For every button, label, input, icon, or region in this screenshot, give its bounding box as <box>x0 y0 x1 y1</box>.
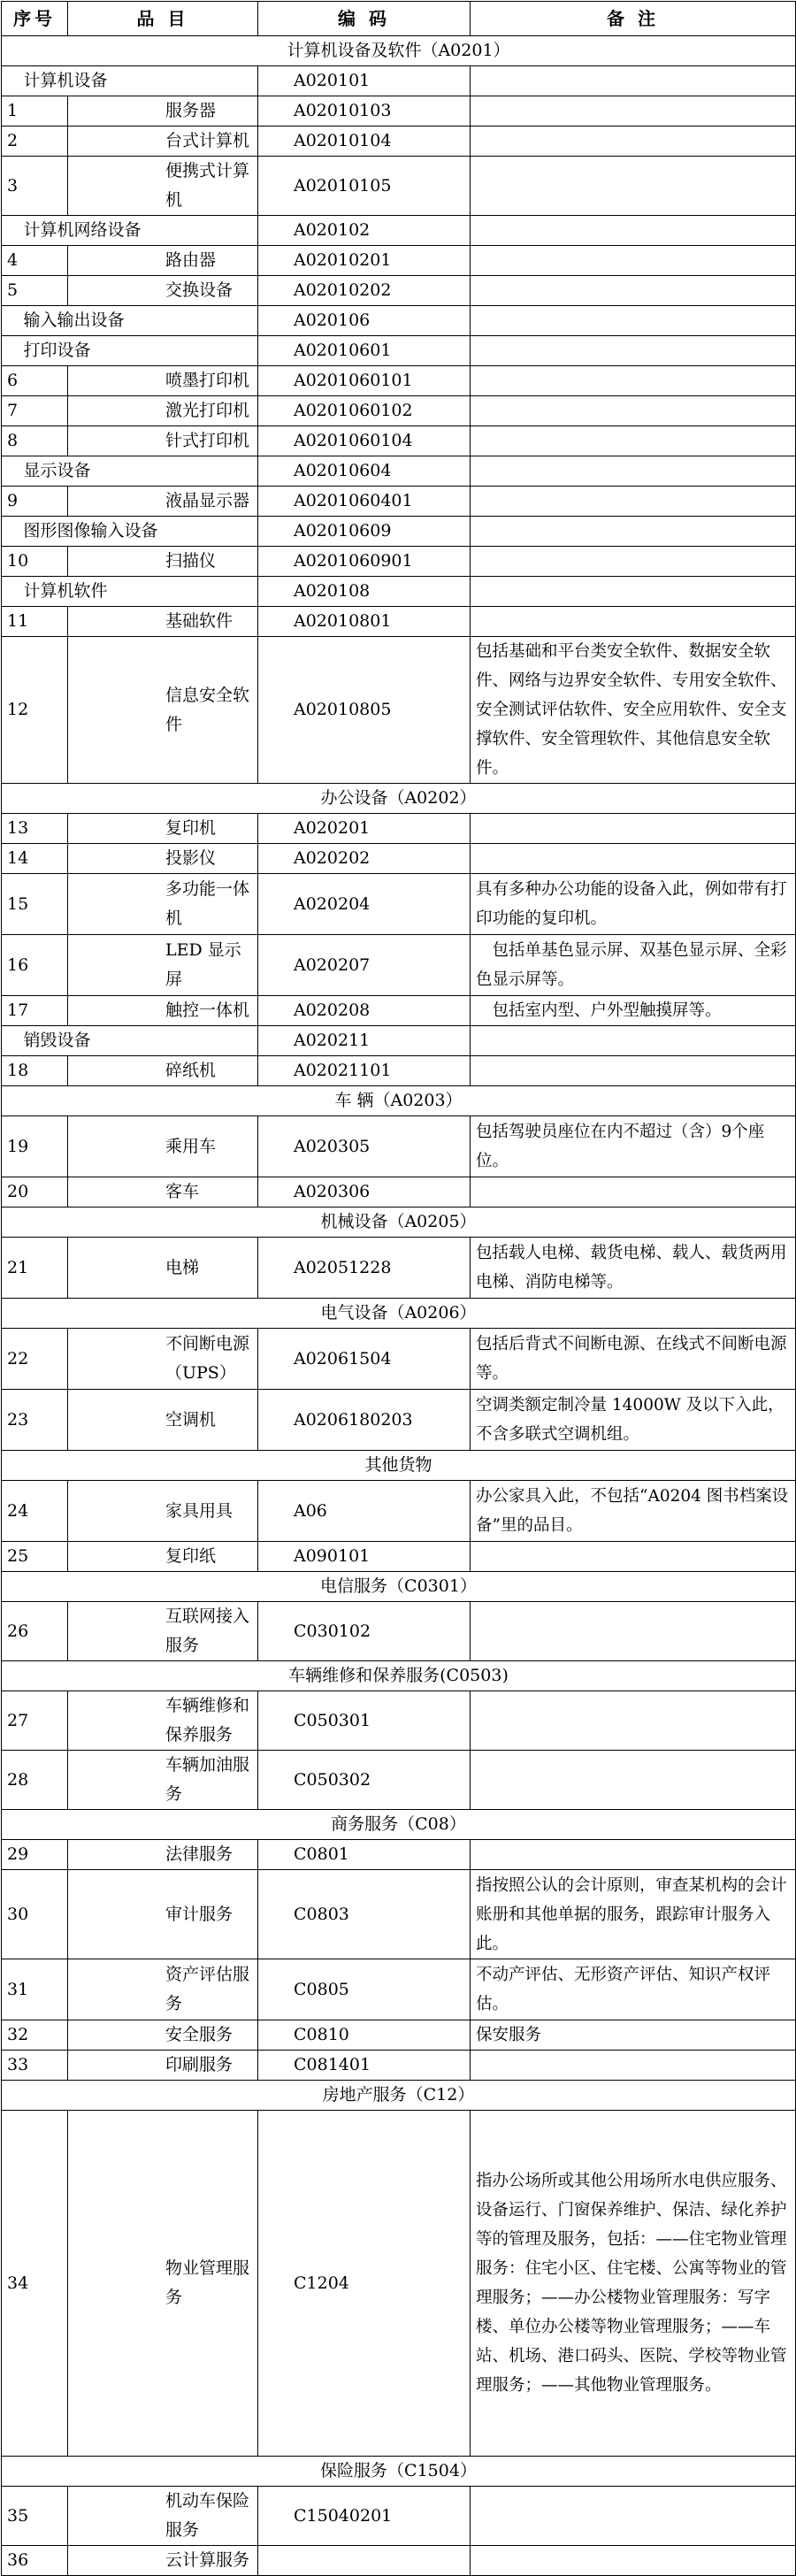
row-code: A02010103 <box>258 96 471 126</box>
group-note-empty <box>471 1026 796 1056</box>
row-seq: 3 <box>2 157 68 216</box>
table-row <box>2 2111 796 2457</box>
row-item: 家具用具 <box>68 1481 258 1542</box>
row-code: A090101 <box>258 1542 471 1572</box>
row-item: 资产评估服务 <box>68 1959 258 2020</box>
row-item: 审计服务 <box>68 1870 258 1959</box>
group-code: A020102 <box>258 216 471 246</box>
row-code: C0810 <box>258 2020 471 2051</box>
row-item: 针式打印机 <box>68 426 258 456</box>
group-name: 计算机网络设备 <box>68 216 258 246</box>
table-row <box>2 1056 796 1086</box>
row-item: 便携式计算机 <box>68 157 258 216</box>
row-seq: 11 <box>2 607 68 637</box>
row-note: 包括基础和平台类安全软件、数据安全软件、网络与边界安全软件、专用安全软件、安全测试评估软件、安全应用软件、安全支撑软件、安全管理软件、其他信息安全软件。 <box>471 637 796 784</box>
row-code: A02010104 <box>258 126 471 157</box>
row-item: 扫描仪 <box>68 547 258 577</box>
row-code: C0805 <box>258 1959 471 2020</box>
row-note <box>471 1691 796 1751</box>
group-code: A020211 <box>258 1026 471 1056</box>
row-seq: 22 <box>2 1329 68 1390</box>
section-title: 其他货物 <box>2 1451 796 1481</box>
section-row <box>2 1451 796 1481</box>
row-code: A0201060401 <box>258 487 471 517</box>
group-note-empty <box>471 517 796 547</box>
table-row <box>2 1329 796 1390</box>
row-note <box>471 126 796 157</box>
group-row <box>2 216 796 246</box>
row-code: A020208 <box>258 996 471 1026</box>
row-note: 包括室内型、户外型触摸屏等。 <box>471 996 796 1026</box>
row-note <box>471 426 796 456</box>
row-code: A020305 <box>258 1116 471 1177</box>
row-note: 包括单基色显示屏、双基色显示屏、全彩色显示屏等。 <box>471 935 796 996</box>
row-code: A02061504 <box>258 1329 471 1390</box>
section-title: 计算机设备及软件（A0201） <box>2 36 796 66</box>
table-row <box>2 426 796 456</box>
row-code: A020204 <box>258 874 471 935</box>
table-row <box>2 366 796 396</box>
row-seq: 13 <box>2 814 68 844</box>
table-row <box>2 547 796 577</box>
row-code: A020201 <box>258 814 471 844</box>
row-seq: 6 <box>2 366 68 396</box>
row-seq: 4 <box>2 246 68 276</box>
row-code: C1204 <box>258 2111 471 2457</box>
row-item: 安全服务 <box>68 2020 258 2051</box>
row-seq: 19 <box>2 1116 68 1177</box>
row-code: A02021101 <box>258 1056 471 1086</box>
table-row <box>2 2487 796 2546</box>
row-seq: 32 <box>2 2020 68 2051</box>
table-row <box>2 1959 796 2020</box>
row-code: A0201060102 <box>258 396 471 426</box>
group-row <box>2 336 796 366</box>
row-item: 云计算服务 <box>68 2546 258 2576</box>
section-row <box>2 2457 796 2487</box>
row-item: 乘用车 <box>68 1116 258 1177</box>
row-item: 台式计算机 <box>68 126 258 157</box>
row-seq: 7 <box>2 396 68 426</box>
header-row <box>2 2 796 36</box>
table-row <box>2 1691 796 1751</box>
row-code: C050301 <box>258 1691 471 1751</box>
row-code: A02051228 <box>258 1238 471 1299</box>
group-code: A02010609 <box>258 517 471 547</box>
group-note-empty <box>471 216 796 246</box>
row-item: 激光打印机 <box>68 396 258 426</box>
section-row <box>2 784 796 814</box>
row-code: C050302 <box>258 1751 471 1810</box>
row-note <box>471 1602 796 1661</box>
row-note: 具有多种办公功能的设备入此，例如带有打印功能的复印机。 <box>471 874 796 935</box>
row-seq: 24 <box>2 1481 68 1542</box>
header-code: 编 码 <box>258 2 471 36</box>
table-row <box>2 96 796 126</box>
row-note: 保安服务 <box>471 2020 796 2051</box>
table-row <box>2 157 796 216</box>
table-row <box>2 935 796 996</box>
table-row <box>2 396 796 426</box>
row-seq: 20 <box>2 1177 68 1208</box>
header-item: 品 目 <box>68 2 258 36</box>
row-seq: 33 <box>2 2051 68 2081</box>
table-row <box>2 814 796 844</box>
row-code: A06 <box>258 1481 471 1542</box>
table-row <box>2 1238 796 1299</box>
section-title: 电气设备（A0206） <box>2 1299 796 1329</box>
section-title: 保险服务（C1504） <box>2 2457 796 2487</box>
row-item: 触控一体机 <box>68 996 258 1026</box>
section-title: 商务服务（C08） <box>2 1810 796 1840</box>
row-item: 复印纸 <box>68 1542 258 1572</box>
table-row <box>2 1870 796 1959</box>
row-note: 包括驾驶员座位在内不超过（含）9个座位。 <box>471 1116 796 1177</box>
group-row <box>2 66 796 96</box>
row-note <box>471 246 796 276</box>
row-seq: 30 <box>2 1870 68 1959</box>
group-row <box>2 1026 796 1056</box>
group-name: 销毁设备 <box>68 1026 258 1056</box>
row-item: 车辆维修和保养服务 <box>68 1691 258 1751</box>
row-note <box>471 276 796 306</box>
row-code: A02010801 <box>258 607 471 637</box>
group-row <box>2 517 796 547</box>
section-title: 办公设备（A0202） <box>2 784 796 814</box>
table-row <box>2 1542 796 1572</box>
row-item: 车辆加油服务 <box>68 1751 258 1810</box>
group-code: A020106 <box>258 306 471 336</box>
row-code <box>258 2546 471 2576</box>
row-note <box>471 2051 796 2081</box>
section-row <box>2 1086 796 1116</box>
row-seq: 36 <box>2 2546 68 2576</box>
row-item: 机动车保险服务 <box>68 2487 258 2546</box>
row-item: 不间断电源（UPS） <box>68 1329 258 1390</box>
row-code: A020207 <box>258 935 471 996</box>
table-row <box>2 2546 796 2576</box>
row-seq: 31 <box>2 1959 68 2020</box>
row-item: 物业管理服务 <box>68 2111 258 2457</box>
section-row <box>2 36 796 66</box>
group-code: A02010601 <box>258 336 471 366</box>
row-item: 电梯 <box>68 1238 258 1299</box>
row-code: A0201060104 <box>258 426 471 456</box>
row-seq: 15 <box>2 874 68 935</box>
group-name: 显示设备 <box>68 456 258 487</box>
group-name: 输入输出设备 <box>68 306 258 336</box>
row-seq: 18 <box>2 1056 68 1086</box>
row-code: C030102 <box>258 1602 471 1661</box>
group-name: 计算机软件 <box>68 577 258 607</box>
row-seq: 16 <box>2 935 68 996</box>
row-code: A02010105 <box>258 157 471 216</box>
row-seq: 26 <box>2 1602 68 1661</box>
group-name: 图形图像输入设备 <box>68 517 258 547</box>
group-note-empty <box>471 66 796 96</box>
row-seq: 17 <box>2 996 68 1026</box>
group-row <box>2 306 796 336</box>
section-row <box>2 1572 796 1602</box>
table-row <box>2 1390 796 1451</box>
row-item: 服务器 <box>68 96 258 126</box>
table-row <box>2 996 796 1026</box>
row-item: 互联网接入服务 <box>68 1602 258 1661</box>
group-code: A020108 <box>258 577 471 607</box>
group-name: 打印设备 <box>68 336 258 366</box>
row-seq: 12 <box>2 637 68 784</box>
row-item: 投影仪 <box>68 844 258 874</box>
row-code: C15040201 <box>258 2487 471 2546</box>
group-note-empty <box>471 456 796 487</box>
group-row <box>2 577 796 607</box>
row-note: 不动产评估、无形资产评估、知识产权评估。 <box>471 1959 796 2020</box>
section-title: 车 辆（A0203） <box>2 1086 796 1116</box>
row-note <box>471 844 796 874</box>
table-row <box>2 1177 796 1208</box>
row-code: A0206180203 <box>258 1390 471 1451</box>
group-note-empty <box>471 336 796 366</box>
table-row <box>2 126 796 157</box>
row-code: C0801 <box>258 1840 471 1870</box>
row-note <box>471 157 796 216</box>
row-seq: 10 <box>2 547 68 577</box>
row-seq: 21 <box>2 1238 68 1299</box>
group-note-empty <box>471 577 796 607</box>
row-item: LED 显示屏 <box>68 935 258 996</box>
row-note <box>471 96 796 126</box>
row-item: 路由器 <box>68 246 258 276</box>
section-row <box>2 1810 796 1840</box>
row-seq: 8 <box>2 426 68 456</box>
section-title: 车辆维修和保养服务(C0503) <box>2 1661 796 1691</box>
group-row <box>2 456 796 487</box>
row-note: 包括载人电梯、载货电梯、载人、载货两用电梯、消防电梯等。 <box>471 1238 796 1299</box>
section-row <box>2 2081 796 2111</box>
row-item: 信息安全软件 <box>68 637 258 784</box>
row-note: 指按照公认的会计原则，审查某机构的会计账册和其他单据的服务，跟踪审计服务入此。 <box>471 1870 796 1959</box>
row-note <box>471 396 796 426</box>
row-item: 印刷服务 <box>68 2051 258 2081</box>
row-item: 碎纸机 <box>68 1056 258 1086</box>
table-row <box>2 276 796 306</box>
table-row <box>2 874 796 935</box>
row-item: 喷墨打印机 <box>68 366 258 396</box>
row-seq: 9 <box>2 487 68 517</box>
table-row <box>2 246 796 276</box>
row-note <box>471 1840 796 1870</box>
row-note <box>471 1542 796 1572</box>
table-row <box>2 1116 796 1177</box>
table-row <box>2 2020 796 2051</box>
row-seq: 29 <box>2 1840 68 1870</box>
group-code: A020101 <box>258 66 471 96</box>
row-item: 液晶显示器 <box>68 487 258 517</box>
row-seq: 5 <box>2 276 68 306</box>
section-title: 房地产服务（C12） <box>2 2081 796 2111</box>
section-title: 电信服务（C0301） <box>2 1572 796 1602</box>
row-code: C0803 <box>258 1870 471 1959</box>
row-code: A02010805 <box>258 637 471 784</box>
row-seq: 27 <box>2 1691 68 1751</box>
row-seq: 1 <box>2 96 68 126</box>
group-note-empty <box>471 306 796 336</box>
table-row <box>2 844 796 874</box>
header-seq: 序号 <box>2 2 68 36</box>
group-name: 计算机设备 <box>68 66 258 96</box>
row-item: 多功能一体机 <box>68 874 258 935</box>
row-note <box>471 1177 796 1208</box>
row-note <box>471 2487 796 2546</box>
row-seq: 25 <box>2 1542 68 1572</box>
section-row <box>2 1661 796 1691</box>
row-code: A02010201 <box>258 246 471 276</box>
row-code: C081401 <box>258 2051 471 2081</box>
row-item: 空调机 <box>68 1390 258 1451</box>
row-note: 办公家具入此，不包括“A0204 图书档案设备”里的品目。 <box>471 1481 796 1542</box>
row-item: 交换设备 <box>68 276 258 306</box>
row-note <box>471 1056 796 1086</box>
row-seq: 28 <box>2 1751 68 1810</box>
row-item: 法律服务 <box>68 1840 258 1870</box>
section-row <box>2 1299 796 1329</box>
row-seq: 2 <box>2 126 68 157</box>
header-note: 备 注 <box>471 2 796 36</box>
row-note: 指办公场所或其他公用场所水电供应服务、设备运行、门窗保养维护、保洁、绿化养护等的管理及服务，包括：——住宅物业管理服务：住宅小区、住宅楼、公寓等物业的管理服务；——办公楼物业管理服务：写字楼、单位办公楼等物业管理服务；——车站、机场、港口码头、医院、学校等物业管理服务；——其他物业管理服务。 <box>471 2111 796 2457</box>
row-note <box>471 1751 796 1810</box>
row-item: 客车 <box>68 1177 258 1208</box>
row-seq: 34 <box>2 2111 68 2457</box>
row-note <box>471 607 796 637</box>
table-row <box>2 637 796 784</box>
section-row <box>2 1208 796 1238</box>
row-note: 包括后背式不间断电源、在线式不间断电源等。 <box>471 1329 796 1390</box>
row-item: 复印机 <box>68 814 258 844</box>
row-note <box>471 547 796 577</box>
table-row <box>2 1751 796 1810</box>
row-seq: 23 <box>2 1390 68 1451</box>
row-note <box>471 2546 796 2576</box>
row-note: 空调类额定制冷量 14000W 及以下入此，不含多联式空调机组。 <box>471 1390 796 1451</box>
row-code: A020202 <box>258 844 471 874</box>
row-seq: 35 <box>2 2487 68 2546</box>
row-note <box>471 366 796 396</box>
table-row <box>2 607 796 637</box>
table-row <box>2 1602 796 1661</box>
table-row <box>2 487 796 517</box>
table-row <box>2 2051 796 2081</box>
section-title: 机械设备（A0205） <box>2 1208 796 1238</box>
row-item: 基础软件 <box>68 607 258 637</box>
group-code: A02010604 <box>258 456 471 487</box>
procurement-catalog-table <box>1 1 796 2576</box>
row-note <box>471 487 796 517</box>
row-code: A020306 <box>258 1177 471 1208</box>
row-code: A0201060101 <box>258 366 471 396</box>
table-row <box>2 1840 796 1870</box>
row-code: A0201060901 <box>258 547 471 577</box>
table-body <box>2 36 796 2576</box>
table-row <box>2 1481 796 1542</box>
row-note <box>471 814 796 844</box>
row-seq: 14 <box>2 844 68 874</box>
row-code: A02010202 <box>258 276 471 306</box>
